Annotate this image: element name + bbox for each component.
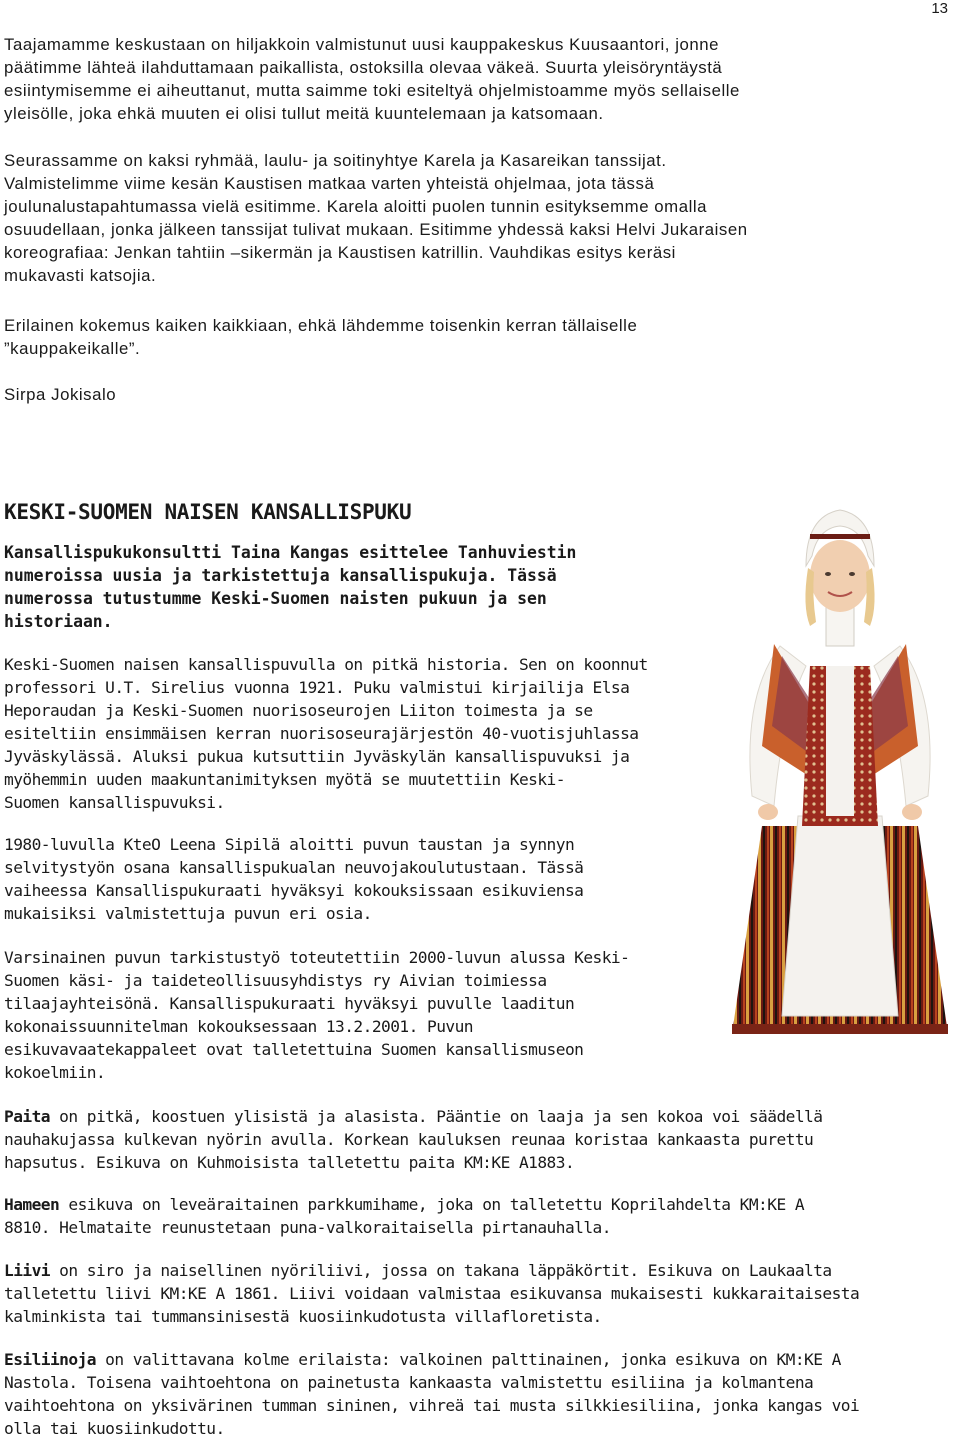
text-line: vaiheessa Kansallispukuraati hyväksyi kokouksissaan esikuviensa (4, 881, 584, 900)
section-heading: KESKI-SUOMEN NAISEN KANSALLISPUKU (4, 500, 412, 524)
text-line: Erilainen kokemus kaiken kaikkiaan, ehkä lähdemme toisenkin kerran tällaiselle (4, 316, 638, 335)
text-line (4, 1105, 822, 1128)
text-line: mukavasti katsojia. (4, 266, 157, 285)
text-run: esikuva on leveäraitainen parkkumihame, joka on talletettu Koprilahdelta KM:KE A (59, 1195, 805, 1214)
text-line: kalminkista tai tummansinisestä kuosiinkudotusta villafloretista. (4, 1307, 602, 1326)
text-line: Heporaudan ja Keski-Suomen nuorisoseurojen Liiton toimesta ja se (4, 701, 593, 720)
text-line: koreografiaa: Jenkan tahtiin –sikermän ja Kaustisen katrillin. Vauhdikas esitys keräsi (4, 243, 676, 262)
paragraph-esiliinoja (4, 1348, 859, 1440)
paragraph-kokemus (4, 314, 637, 360)
text-line: numeroissa uusia ja tarkistettuja kansallispukuja. Tässä (4, 566, 557, 585)
text-line: historiaan. (4, 612, 113, 631)
text-line: vaihtoehtona on yksivärinen tumman sininen, vihreä tai musta silkkiesiliina, jonka kangas voi (4, 1396, 860, 1415)
text-line: Valmistelimme viime kesän Kaustisen matkaa varten yhteistä ohjelmaa, jota tässä (4, 174, 655, 193)
text-line: selvitystyön osana kansallispukualan neuvojakoulutustaan. Tässä (4, 858, 584, 877)
text-line: päätimme lähteä ilahduttamaan paikallista, ostoksilla olevaa väkeä. Suurta yleisöryntäystä (4, 58, 723, 77)
text-line: esiteltiin ensimmäisen kerran nuorisoseurajärjestön 40-vuotisjuhlassa (4, 724, 639, 743)
paragraph-historia (4, 653, 648, 814)
text-line: ”kauppakeikalle”. (4, 339, 141, 358)
text-line: Keski-Suomen naisen kansallispuvulla on pitkä historia. Sen on koonnut (4, 655, 648, 674)
text-line (4, 1348, 859, 1371)
signature-name: Sirpa Jokisalo (4, 385, 117, 404)
text-line: Taajamamme keskustaan on hiljakkoin valmistunut uusi kauppakeskus Kuusaantori, jonne (4, 35, 720, 54)
text-line: Seurassamme on kaksi ryhmää, laulu- ja soitinyhtye Karela ja Kasareikan tanssijat. (4, 151, 667, 170)
text-line: kokonaissuunnitelman kokouksessaan 13.2.2001. Puvun (4, 1017, 473, 1036)
text-line: hapsutus. Esikuva on Kuhmoisista talletettu paita KM:KE A1883. (4, 1153, 575, 1172)
text-run: on siro ja naisellinen nyöriliivi, jossa on takana läppäkörtit. Esikuva on Laukaalta (49, 1261, 832, 1280)
paragraph-hameen (4, 1193, 804, 1239)
intro-paragraph (4, 541, 576, 633)
term-esiliinoja: Esiliinoja (4, 1350, 96, 1369)
paragraph-paita (4, 1105, 822, 1174)
text-line: Suomen käsi- ja taideteollisuusyhdistys ry Aivian toimiessa (4, 971, 547, 990)
text-line: Kansallispukukonsultti Taina Kangas esittelee Tanhuviestin (4, 543, 577, 562)
text-line: olla tai kuosiinkudottu. (4, 1419, 225, 1438)
text-line (4, 1193, 804, 1216)
text-line: talletettu liivi KM:KE A 1861. Liivi voidaan valmistaa esikuvansa mukaisesti kukkaraitaisesta (4, 1284, 860, 1303)
text-line: esiintymisemme ei aiheuttanut, mutta saimme toki esiteltyä ohjelmistoamme myös sellaiselle (4, 81, 740, 100)
text-line: professori U.T. Sirelius vuonna 1921. Puku valmistui kirjailija Elsa (4, 678, 630, 697)
text-line (4, 1259, 859, 1282)
paragraph-ryhmat (4, 149, 748, 287)
text-line: Nastola. Toisena vaihtoehtona on painetusta kankaasta valmistettu esiliina ja kolmantena (4, 1373, 814, 1392)
paragraph-selvitystyo (4, 833, 583, 925)
text-line: yleisölle, joka ehkä muuten ei olisi tullut meitä kuuntelemaan ja katsomaan. (4, 104, 604, 123)
text-line: tilaajayhteisönä. Kansallispukuraati hyväksyi puvulle laaditun (4, 994, 575, 1013)
page-number: 13 (931, 0, 948, 17)
text-line: 1980-luvulla KteO Leena Sipilä aloitti puvun taustan ja synnyn (4, 835, 575, 854)
paragraph-tarkistustyo (4, 946, 629, 1084)
paragraph-kauppakeskus (4, 33, 740, 125)
text-line: Jyväskylässä. Aluksi pukua kutsuttiin Jyväskylän kansallispuvuksi ja (4, 747, 630, 766)
costume-photo (722, 496, 958, 1044)
term-hameen: Hameen (4, 1195, 60, 1214)
text-run: on valittavana kolme erilaista: valkoinen palttinainen, jonka esikuva on KM:KE A (95, 1350, 841, 1369)
text-line: numerossa tutustumme Keski-Suomen naisten pukuun ja sen (4, 589, 547, 608)
text-line: esikuvavaatekappaleet ovat talletettuina Suomen kansallismuseon (4, 1040, 584, 1059)
text-line: joulunalustapahtumassa vielä esitimme. Karela aloitti puolen tunnin esityksemme omalla (4, 197, 708, 216)
text-line: nauhakujassa kulkevan nyörin avulla. Korkean kauluksen reunaa koristaa kankaasta purettu (4, 1130, 814, 1149)
text-line: kokoelmiin. (4, 1063, 106, 1082)
text-line: Suomen kansallispuvuksi. (4, 793, 225, 812)
text-line: 8810. Helmataite reunustetaan puna-valkoraitaisella pirtanauhalla. (4, 1218, 611, 1237)
text-line: osuudellaan, jonka jälkeen tanssijat tulivat mukaan. Esitimme yhdessä kaksi Helvi Jukaraisen (4, 220, 748, 239)
text-run: on pitkä, koostuen ylisistä ja alasista. Pääntie on laaja ja sen kokoa voi säädellä (49, 1107, 823, 1126)
term-liivi: Liivi (4, 1261, 50, 1280)
text-line: mukaisiksi valmistettuja puvun eri osia. (4, 904, 372, 923)
paragraph-liivi (4, 1259, 859, 1328)
term-paita: Paita (4, 1107, 50, 1126)
text-line: Varsinainen puvun tarkistustyö toteutettiin 2000-luvun alussa Keski- (4, 948, 630, 967)
signature (4, 383, 116, 406)
text-line: myöhemmin uuden maakuntanimityksen myötä se muutettiin Keski- (4, 770, 565, 789)
